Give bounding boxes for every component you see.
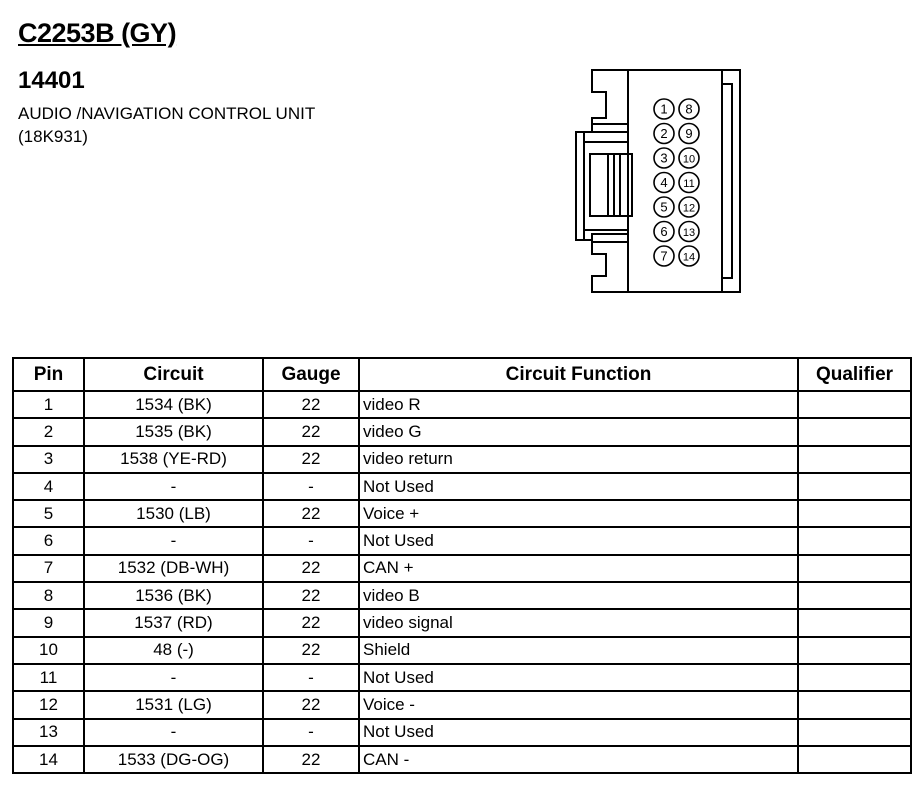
pin-cell: 13 [13, 719, 84, 746]
function-cell: CAN + [359, 555, 798, 582]
column-header-gauge: Gauge [263, 358, 359, 391]
table-row [13, 473, 911, 500]
circuit-cell: - [84, 473, 263, 500]
pin-number-label: 1 [660, 101, 668, 117]
column-header-qualifier: Qualifier [798, 358, 911, 391]
qualifier-cell [798, 746, 911, 773]
pin-number-label: 2 [660, 126, 668, 141]
table-row [13, 418, 911, 445]
qualifier-cell [798, 555, 911, 582]
circuit-cell: 1537 (RD) [84, 609, 263, 636]
function-cell: video signal [359, 609, 798, 636]
pin-number-label: 12 [682, 202, 696, 215]
table-row [13, 609, 911, 636]
function-cell: video return [359, 446, 798, 473]
qualifier-cell [798, 391, 911, 418]
circuit-cell: 1530 (LB) [84, 500, 263, 527]
table-row [13, 719, 911, 746]
pin-number-label: 7 [660, 248, 668, 264]
pin-cell: 5 [13, 500, 84, 527]
table-row [13, 664, 911, 691]
function-cell: Voice - [359, 691, 798, 718]
qualifier-cell [798, 664, 911, 691]
circuit-cell: 1533 (DG-OG) [84, 746, 263, 773]
pin-cell: 6 [13, 527, 84, 554]
pin-cell: 11 [13, 664, 84, 691]
latch-inner [590, 154, 632, 216]
gauge-cell: 22 [263, 609, 359, 636]
qualifier-cell [798, 446, 911, 473]
gauge-cell: 22 [263, 418, 359, 445]
connector-title: C2253B (GY) [18, 18, 177, 48]
qualifier-cell [798, 691, 911, 718]
component-description: AUDIO /NAVIGATION CONTROL UNIT [18, 104, 316, 123]
table-row [13, 555, 911, 582]
pinout-table-body [13, 391, 911, 773]
qualifier-cell [798, 527, 911, 554]
function-cell: CAN - [359, 746, 798, 773]
table-header-row [13, 358, 911, 391]
gauge-cell: 22 [263, 500, 359, 527]
function-cell: Not Used [359, 664, 798, 691]
circuit-cell: 1531 (LG) [84, 691, 263, 718]
circuit-cell: - [84, 719, 263, 746]
table-row [13, 500, 911, 527]
function-cell: video G [359, 418, 798, 445]
circuit-cell: - [84, 527, 263, 554]
column-header-function: Circuit Function [359, 358, 798, 391]
connector-face-diagram [568, 62, 748, 302]
pin-column-left [654, 99, 674, 266]
qualifier-cell [798, 637, 911, 664]
function-cell: Voice + [359, 500, 798, 527]
gauge-cell: - [263, 664, 359, 691]
housing-body [628, 70, 722, 292]
function-cell: video B [359, 582, 798, 609]
qualifier-cell [798, 473, 911, 500]
gauge-cell: 22 [263, 446, 359, 473]
gauge-cell: 22 [263, 746, 359, 773]
function-cell: Shield [359, 637, 798, 664]
component-part-code: (18K931) [18, 127, 88, 146]
pin-number-label: 6 [660, 224, 668, 239]
function-cell: Not Used [359, 527, 798, 554]
pinout-table [12, 357, 912, 774]
column-header-circuit: Circuit [84, 358, 263, 391]
circuit-cell: 48 (-) [84, 637, 263, 664]
pin-cell: 9 [13, 609, 84, 636]
housing-right-inner [722, 84, 732, 278]
pin-cell: 10 [13, 637, 84, 664]
pin-cell: 12 [13, 691, 84, 718]
circuit-cell: 1536 (BK) [84, 582, 263, 609]
pin-number-label: 9 [685, 126, 693, 141]
gauge-cell: 22 [263, 691, 359, 718]
table-row [13, 527, 911, 554]
part-number: 14401 [18, 67, 85, 94]
pin-number-label: 11 [683, 178, 695, 190]
table-row [13, 691, 911, 718]
circuit-cell: 1538 (YE-RD) [84, 446, 263, 473]
table-row [13, 746, 911, 773]
pin-number-label: 10 [682, 153, 696, 166]
pin-number-label: 8 [685, 101, 693, 117]
qualifier-cell [798, 609, 911, 636]
table-row [13, 391, 911, 418]
pin-number-label: 14 [682, 251, 696, 264]
qualifier-cell [798, 719, 911, 746]
circuit-cell: 1534 (BK) [84, 391, 263, 418]
pin-column-right [679, 99, 699, 266]
pin-cell: 2 [13, 418, 84, 445]
pin-number-label: 3 [660, 150, 668, 166]
function-cell: Not Used [359, 719, 798, 746]
gauge-cell: - [263, 719, 359, 746]
function-cell: video R [359, 391, 798, 418]
gauge-cell: 22 [263, 637, 359, 664]
qualifier-cell [798, 582, 911, 609]
table-row [13, 582, 911, 609]
circuit-cell: - [84, 664, 263, 691]
gauge-cell: 22 [263, 582, 359, 609]
gauge-cell: 22 [263, 555, 359, 582]
circuit-cell: 1532 (DB-WH) [84, 555, 263, 582]
pin-cell: 1 [13, 391, 84, 418]
pin-cell: 7 [13, 555, 84, 582]
pin-number-label: 5 [660, 199, 668, 215]
gauge-cell: - [263, 527, 359, 554]
column-header-pin: Pin [13, 358, 84, 391]
table-row [13, 637, 911, 664]
pin-cell: 3 [13, 446, 84, 473]
circuit-cell: 1535 (BK) [84, 418, 263, 445]
pin-cell: 14 [13, 746, 84, 773]
table-row [13, 446, 911, 473]
qualifier-cell [798, 500, 911, 527]
pin-number-label: 13 [682, 227, 696, 239]
gauge-cell: 22 [263, 391, 359, 418]
pin-cell: 4 [13, 473, 84, 500]
pin-cell: 8 [13, 582, 84, 609]
qualifier-cell [798, 418, 911, 445]
gauge-cell: - [263, 473, 359, 500]
description-block [18, 102, 315, 148]
function-cell: Not Used [359, 473, 798, 500]
pin-number-label: 4 [660, 175, 668, 190]
